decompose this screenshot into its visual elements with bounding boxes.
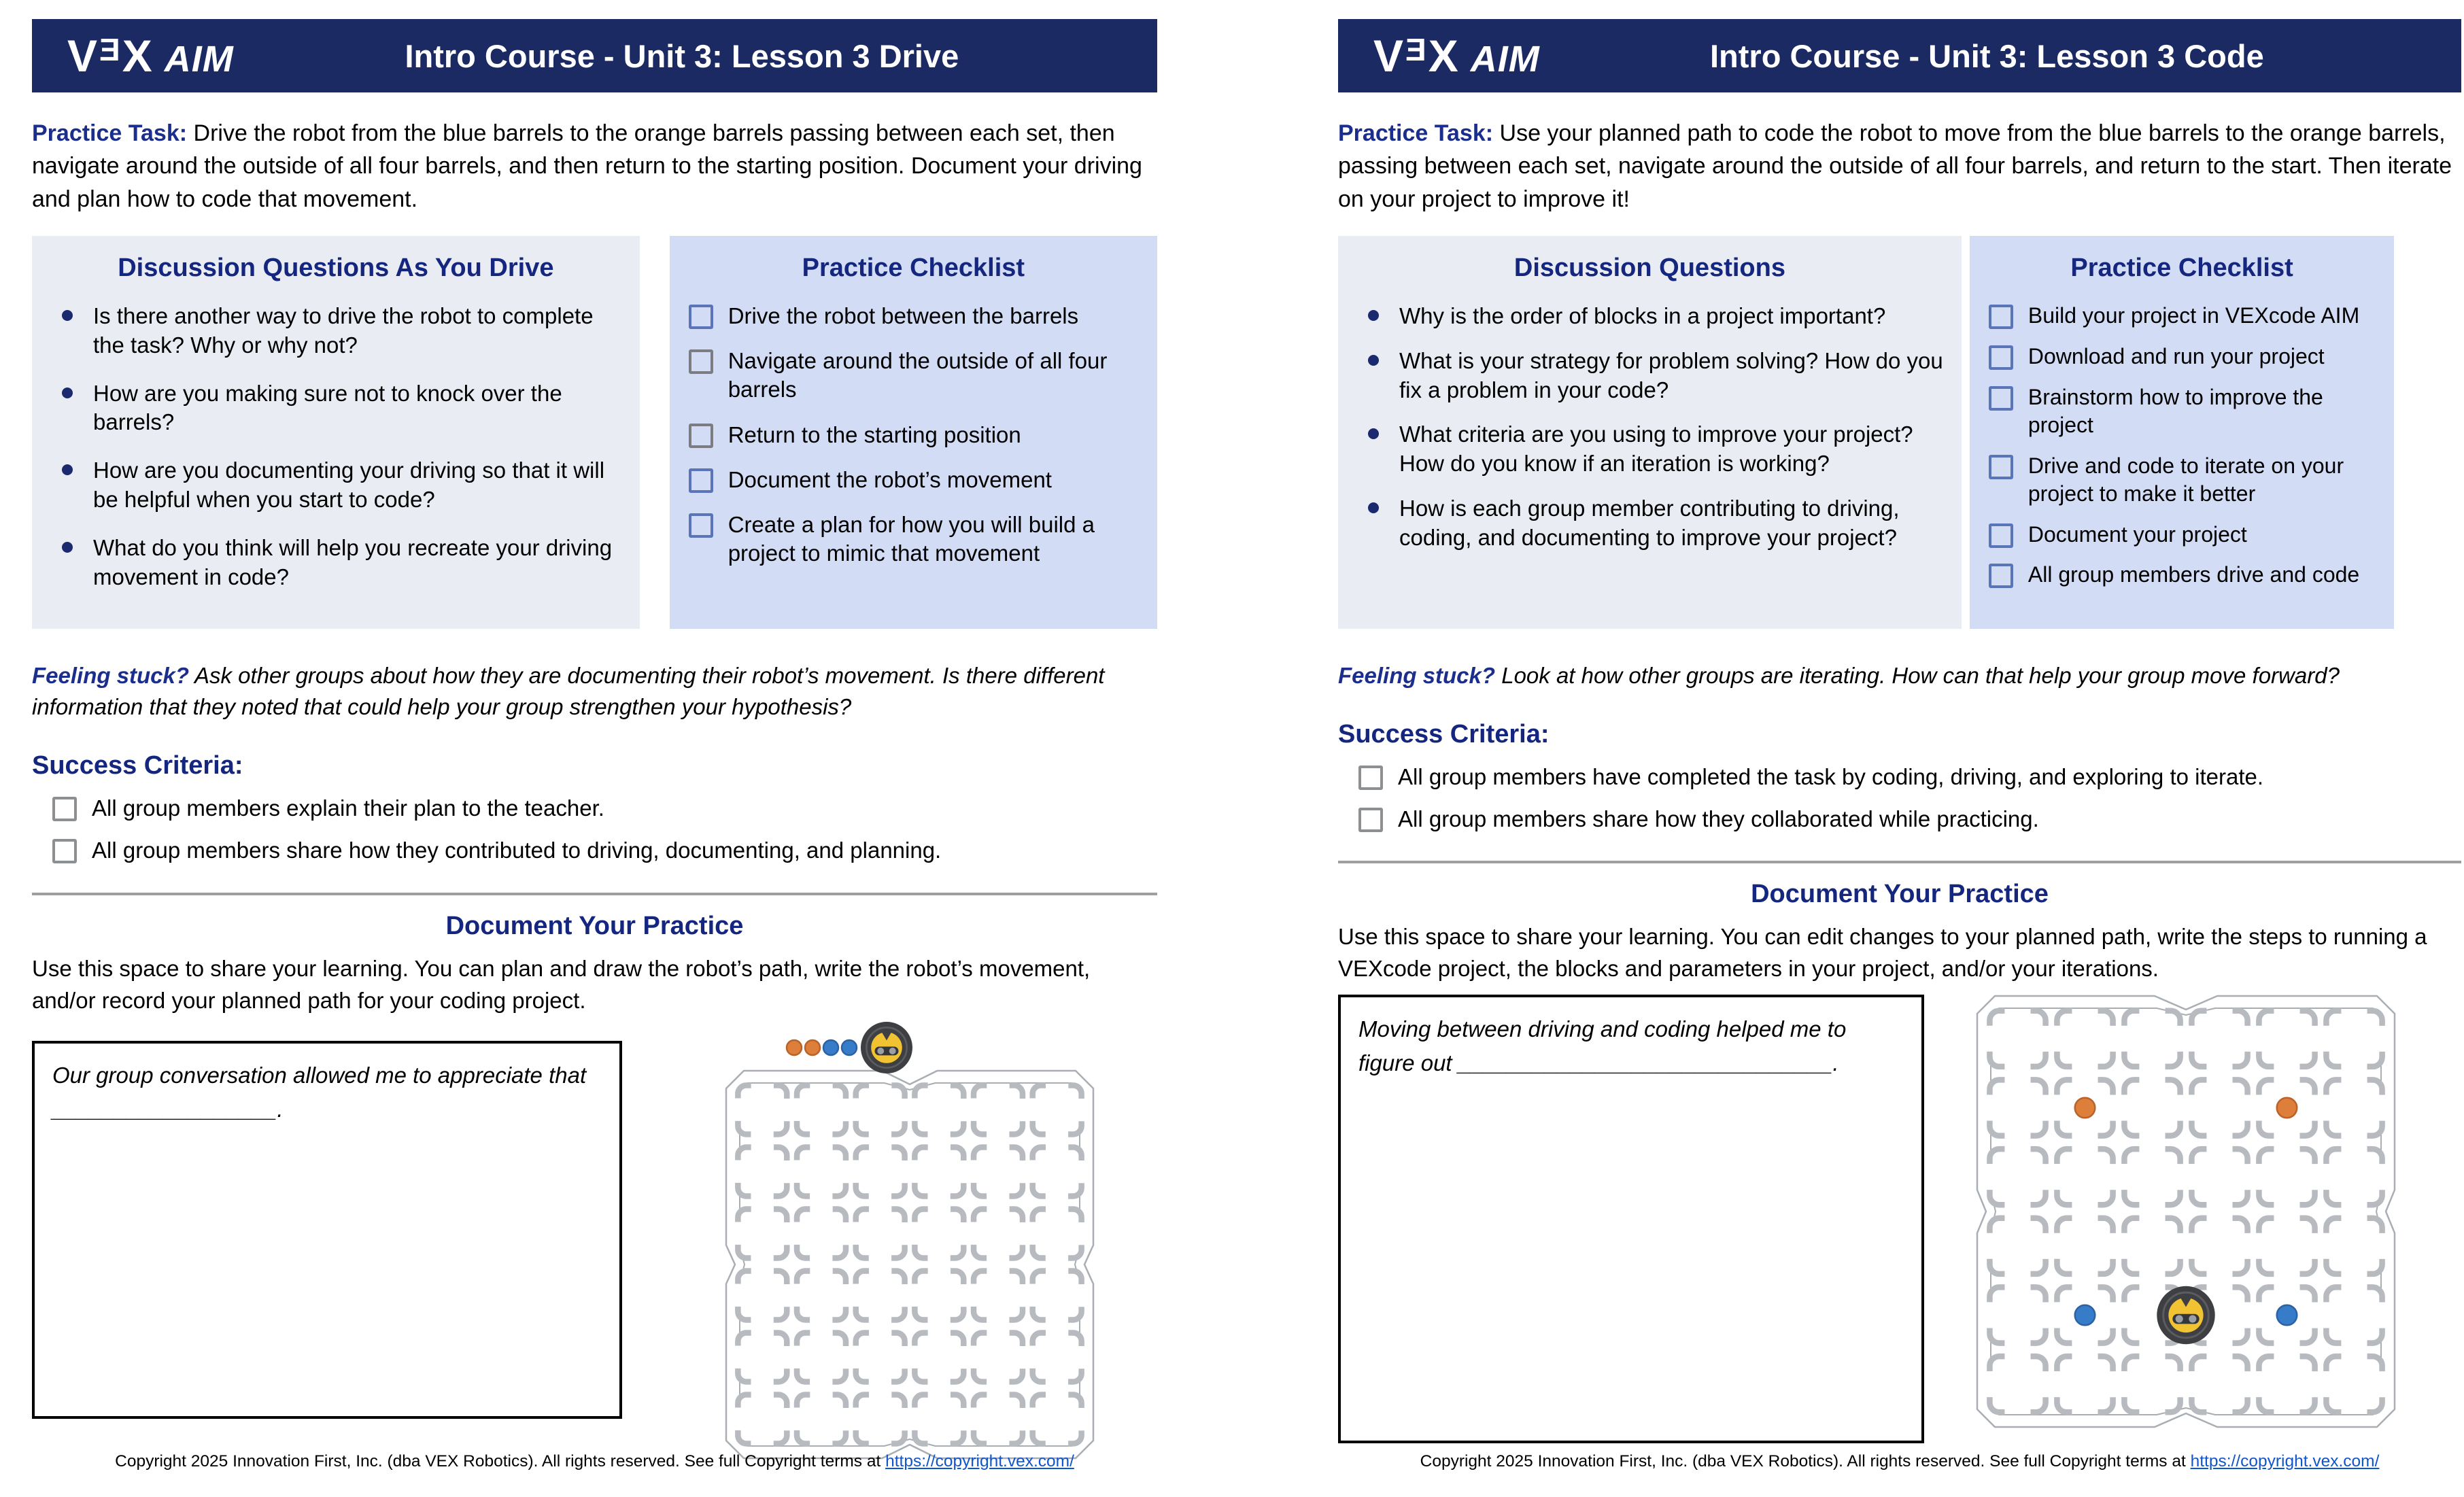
page-header <box>32 19 1157 92</box>
checklist-item <box>51 794 1157 823</box>
field-tile <box>2259 1356 2314 1412</box>
field-tile <box>738 1086 787 1135</box>
copyright-text: Copyright 2025 Innovation First, Inc. (dba VEX Robotics). All rights reserved. See full Copyright terms at <box>1420 1452 2191 1470</box>
discussion-questions-box <box>1338 236 1962 629</box>
item-text: All group members share how they collaborated while practicing. <box>1398 806 2039 832</box>
copyright-link[interactable]: https://copyright.vex.com/ <box>2190 1452 2380 1470</box>
practice-checklist-box <box>670 236 1157 629</box>
copyright-link[interactable]: https://copyright.vex.com/ <box>885 1452 1074 1470</box>
field-tile <box>1033 1148 1082 1197</box>
checklist-item <box>687 347 1140 404</box>
field-tile <box>797 1333 846 1382</box>
copyright-footer <box>1338 1452 2461 1471</box>
barrel-blue <box>823 1040 838 1055</box>
feeling-stuck-label: Feeling stuck? <box>32 662 190 688</box>
field-tile <box>2191 1080 2247 1136</box>
field-tile <box>1989 1149 2045 1205</box>
checkbox-icon[interactable] <box>689 513 713 538</box>
checklist-list <box>687 302 1140 568</box>
fill-in-blank[interactable]: __________________ <box>52 1096 277 1122</box>
field-tile <box>856 1086 905 1135</box>
field-tile <box>974 1086 1023 1135</box>
item-text: Create a plan for how you will build a project to mimic that movement <box>728 511 1095 566</box>
logo-reversed-e: Ǝ <box>1405 32 1428 67</box>
checkbox-icon[interactable] <box>689 305 713 329</box>
checkbox-icon[interactable] <box>1989 523 2013 548</box>
field-svg <box>1972 991 2400 1432</box>
document-practice-text: Use this space to share your learning. You can plan and draw the robot’s path, write the robot’s movement, and/or record your planned path for your coding project. <box>32 955 1091 1013</box>
field-tile <box>1989 1356 2045 1412</box>
document-practice-text: Use this space to share your learning. You can edit changes to your planned path, write the steps to running a VEXcode project, the blocks and parameters in your project, and/or your iterations. <box>1338 924 2427 982</box>
robot-icon <box>861 1022 912 1073</box>
checkbox-icon[interactable] <box>1989 345 2013 370</box>
field-tile <box>1989 1080 2045 1136</box>
checklist-item <box>1987 452 2376 508</box>
field-tile <box>797 1271 846 1320</box>
field-tile <box>2124 1218 2180 1274</box>
checklist-item <box>51 836 1157 865</box>
success-criteria-list <box>32 794 1157 865</box>
field-tile <box>974 1209 1023 1258</box>
discussion-title: Discussion Questions As You Drive <box>118 253 554 282</box>
discussion-questions-box <box>32 236 640 629</box>
item-text: All group members explain their plan to the teacher. <box>92 795 604 821</box>
field-tile <box>738 1271 787 1320</box>
bullet-item <box>50 456 622 515</box>
logo-reversed-e: Ǝ <box>99 32 122 67</box>
field-tile <box>1989 1288 2045 1343</box>
field-tile <box>2191 1011 2247 1067</box>
feeling-stuck <box>1338 660 2461 691</box>
checkbox-icon[interactable] <box>689 468 713 493</box>
logo-x: X <box>122 31 154 81</box>
copyright-text: Copyright 2025 Innovation First, Inc. (dba VEX Robotics). All rights reserved. See full Copyright terms at <box>115 1452 886 1470</box>
logo-x: X <box>1428 31 1460 81</box>
bullet-item <box>1356 420 1944 479</box>
field-tile <box>2326 1218 2382 1274</box>
logo-aim: AIM <box>164 39 234 80</box>
checklist-item <box>1987 343 2376 371</box>
field-tile <box>738 1333 787 1382</box>
bullet-icon <box>1368 428 1379 439</box>
question-checklist-row <box>1338 236 2461 629</box>
feeling-stuck <box>32 660 1157 723</box>
prompt-text: Moving between driving and coding helped me to figure out <box>1358 1016 1847 1076</box>
bullet-item <box>50 379 622 438</box>
practice-task-label: Practice Task: <box>1338 120 1494 146</box>
robot-icon <box>2157 1286 2214 1344</box>
checklist-item <box>687 302 1140 330</box>
field-tile <box>856 1209 905 1258</box>
prompt-text: Our group conversation allowed me to appreciate that <box>52 1063 587 1088</box>
field-tile <box>2326 1288 2382 1343</box>
document-practice-row <box>1338 991 2461 1443</box>
prompt-period: . <box>1832 1050 1839 1076</box>
practice-task-text: Drive the robot from the blue barrels to the orange barrels passing between each set, then navigate around the outside of all four barrels, and then return to the starting position. Document your driving and plan how to code that movement. <box>32 120 1142 212</box>
document-practice-title: Document Your Practice <box>445 911 744 940</box>
field-tile <box>914 1148 963 1197</box>
item-text: Download and run your project <box>2027 343 2325 368</box>
page-lesson3-code <box>1338 19 2461 1497</box>
bullet-icon <box>1368 310 1379 321</box>
bullet-icon <box>1368 502 1379 513</box>
checklist-item <box>1357 763 2461 791</box>
field-tile <box>914 1086 963 1135</box>
item-text: Drive and code to iterate on your project to make it better <box>2027 453 2344 506</box>
checkbox-icon[interactable] <box>1358 808 1383 832</box>
field-tile <box>2191 1149 2247 1205</box>
page-title: Intro Course - Unit 3: Lesson 3 Drive <box>405 37 959 74</box>
practice-task <box>1338 117 2461 216</box>
item-text: Brainstorm how to improve the project <box>2027 384 2323 437</box>
item-text: Return to the starting position <box>728 421 1021 447</box>
practice-task-label: Practice Task: <box>32 120 188 146</box>
bullet-item <box>1356 494 1944 553</box>
field-tile <box>2124 1011 2180 1067</box>
document-practice-row <box>32 1022 1157 1467</box>
item-text: All group members drive and code <box>2027 562 2360 587</box>
field-tile <box>974 1333 1023 1382</box>
field-tile <box>738 1209 787 1258</box>
logo-v: V <box>67 31 99 81</box>
field-tile <box>2124 1356 2180 1412</box>
field-tile <box>914 1271 963 1320</box>
checklist-item <box>687 466 1140 494</box>
item-text: What is your strategy for problem solving? How do you fix a problem in your code? <box>1399 347 1943 402</box>
section-divider <box>1338 861 2461 863</box>
checklist-item <box>1987 302 2376 330</box>
response-textbox[interactable] <box>1338 995 1924 1443</box>
discussion-list <box>1356 302 1944 553</box>
field-tile <box>1033 1395 1082 1444</box>
bullet-icon <box>1368 355 1379 366</box>
checklist-item <box>687 511 1140 568</box>
feeling-stuck-text: Ask other groups about how they are documenting their robot’s movement. Is there different information that they noted that could help your group strengthen your hypothesis? <box>32 662 1105 719</box>
barrel-orange <box>787 1040 802 1055</box>
barrel-blue <box>842 1040 857 1055</box>
checklist-item <box>1987 521 2376 549</box>
bullet-icon <box>62 542 73 553</box>
checklist-item <box>1357 805 2461 833</box>
field-tile <box>2259 1218 2314 1274</box>
field-tile <box>2326 1149 2382 1205</box>
checklist-item <box>1987 383 2376 439</box>
fill-in-blank[interactable]: ______________________________ <box>1458 1050 1833 1076</box>
copyright-footer <box>32 1452 1157 1471</box>
field-tile <box>2326 1011 2382 1067</box>
field-tile <box>2057 1356 2112 1412</box>
vex-aim-logo-icon <box>67 30 234 82</box>
field-tile <box>856 1148 905 1197</box>
item-text: All group members have completed the task by coding, driving, and exploring to iterate. <box>1398 763 2264 789</box>
practice-checklist-box <box>1970 236 2394 629</box>
field-tile <box>1033 1209 1082 1258</box>
checklist-title: Practice Checklist <box>802 253 1025 282</box>
field-tile <box>1989 1011 2045 1067</box>
field-tile <box>914 1209 963 1258</box>
barrel-orange <box>805 1040 820 1055</box>
item-text: Document your project <box>2027 521 2247 547</box>
page-title: Intro Course - Unit 3: Lesson 3 Code <box>1709 37 2264 74</box>
checkbox-icon[interactable] <box>52 797 77 821</box>
field-tile <box>797 1209 846 1258</box>
checkbox-icon[interactable] <box>1989 305 2013 329</box>
logo-v: V <box>1373 31 1405 81</box>
field-tile <box>1989 1218 2045 1274</box>
barrel-blue <box>2075 1305 2095 1326</box>
field-tile <box>2259 1149 2314 1205</box>
success-criteria-title: Success Criteria: <box>32 751 243 780</box>
field-tile <box>738 1148 787 1197</box>
barrel-orange <box>2075 1098 2095 1118</box>
item-text: What do you think will help you recreate your driving movement in code? <box>93 535 613 590</box>
vex-aim-logo-icon <box>1373 30 1540 82</box>
bullet-item <box>50 302 622 360</box>
discussion-list <box>50 302 622 592</box>
item-text: Build your project in VEXcode AIM <box>2027 303 2360 328</box>
item-text: How is each group member contributing to driving, coding, and documenting to improve your project? <box>1399 496 1900 551</box>
field-tile <box>738 1395 787 1444</box>
success-criteria-list <box>1338 763 2461 833</box>
logo-aim: AIM <box>1470 39 1540 80</box>
item-text: What criteria are you using to improve your project? How do you know if an iteration is working? <box>1399 421 1913 477</box>
field-tile <box>2057 1011 2112 1067</box>
field-tile <box>974 1148 1023 1197</box>
bullet-icon <box>62 310 73 321</box>
section-divider <box>32 893 1157 895</box>
bullet-item <box>1356 302 1944 331</box>
field-tile <box>974 1271 1023 1320</box>
bullet-icon <box>62 388 73 398</box>
discussion-title: Discussion Questions <box>1513 253 1785 282</box>
bullet-item <box>50 534 622 592</box>
checkbox-icon[interactable] <box>1989 386 2013 411</box>
checkbox-icon[interactable] <box>1989 564 2013 588</box>
item-text: Document the robot’s movement <box>728 466 1052 492</box>
field-tile <box>1033 1271 1082 1320</box>
field-tile <box>2124 1149 2180 1205</box>
barrel-orange <box>2277 1098 2297 1118</box>
field-tile <box>2057 1149 2112 1205</box>
field-tile <box>856 1395 905 1444</box>
checkbox-icon[interactable] <box>52 839 77 863</box>
success-criteria-title: Success Criteria: <box>1338 719 1550 748</box>
page-header <box>1338 19 2461 92</box>
checkbox-icon[interactable] <box>689 349 713 374</box>
page-lesson3-drive <box>32 19 1157 1497</box>
item-text: Drive the robot between the barrels <box>728 303 1079 328</box>
bullet-item <box>1356 347 1944 405</box>
field-tile <box>2057 1218 2112 1274</box>
feeling-stuck-text: Look at how other groups are iterating. How can that help your group move forward? <box>1495 662 2340 688</box>
field-tile <box>2191 1356 2247 1412</box>
bullet-icon <box>62 464 73 475</box>
field-tile <box>974 1395 1023 1444</box>
field-tile <box>856 1271 905 1320</box>
field-tile <box>2326 1356 2382 1412</box>
item-text: All group members share how they contributed to driving, documenting, and planning. <box>92 838 942 863</box>
item-text: Why is the order of blocks in a project important? <box>1399 303 1886 328</box>
field-tile <box>856 1333 905 1382</box>
field-tile <box>914 1333 963 1382</box>
barrel-blue <box>2277 1305 2297 1326</box>
field-tile <box>797 1395 846 1444</box>
feeling-stuck-label: Feeling stuck? <box>1338 662 1496 688</box>
field-tile <box>1033 1086 1082 1135</box>
item-text: How are you documenting your driving so that it will be helpful when you start to code? <box>93 458 605 513</box>
field-graphic <box>1972 991 2400 1436</box>
field-graphic <box>721 1022 1099 1467</box>
field-tile <box>2124 1080 2180 1136</box>
field-tile <box>914 1395 963 1444</box>
field-tile <box>797 1086 846 1135</box>
field-tile <box>797 1148 846 1197</box>
item-text: Navigate around the outside of all four barrels <box>728 348 1108 402</box>
practice-task <box>32 117 1157 216</box>
question-checklist-row <box>32 236 1157 629</box>
checkbox-icon[interactable] <box>689 424 713 448</box>
practice-task-text: Use your planned path to code the robot to move from the blue barrels to the orange barrels, passing between each set, navigate around the outside of all four barrels, and return to the start. Then iterate on your project to improve it! <box>1338 120 2452 212</box>
field-tile <box>2191 1218 2247 1274</box>
checklist-list <box>1987 302 2376 589</box>
response-textbox[interactable] <box>32 1041 622 1419</box>
item-text: Is there another way to drive the robot to complete the task? Why or why not? <box>93 303 594 358</box>
prompt-period: . <box>277 1096 284 1122</box>
field-tile <box>2259 1011 2314 1067</box>
checkbox-icon[interactable] <box>1989 455 2013 479</box>
checkbox-icon[interactable] <box>1358 765 1383 790</box>
field-tile <box>2326 1080 2382 1136</box>
field-tile <box>1033 1333 1082 1382</box>
checklist-title: Practice Checklist <box>2070 253 2293 282</box>
document-practice-title: Document Your Practice <box>1751 880 2049 909</box>
checklist-item <box>687 421 1140 449</box>
item-text: How are you making sure not to knock over the barrels? <box>93 380 562 435</box>
checklist-item <box>1987 561 2376 589</box>
field-svg <box>721 1022 1099 1464</box>
